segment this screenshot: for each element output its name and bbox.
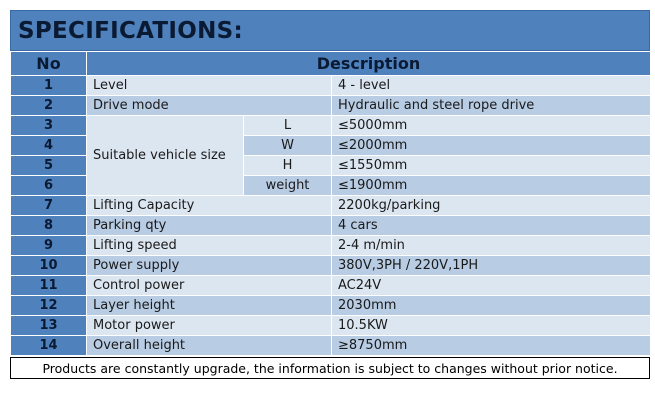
spec-item: Parking qty: [87, 216, 332, 236]
disclaimer-notice: [10, 357, 650, 379]
table-row: [11, 216, 651, 236]
row-number: 10: [11, 256, 87, 276]
table-row: [11, 236, 651, 256]
row-number: 7: [11, 196, 87, 216]
table-row: [11, 96, 651, 116]
disclaimer-text: Products are constantly upgrade, the information is subject to changes without prior notice.: [42, 360, 618, 376]
title-bar: [10, 10, 650, 51]
spec-item: Level: [87, 76, 332, 96]
spec-item: Layer height: [87, 296, 332, 316]
spec-value: 4 cars: [332, 216, 651, 236]
table-row: [11, 76, 651, 96]
spec-subitem: W: [244, 136, 332, 156]
header-no: No: [11, 52, 87, 76]
spec-item: Lifting speed: [87, 236, 332, 256]
spec-item-merged: Suitable vehicle size: [87, 116, 244, 196]
spec-value: 380V,3PH / 220V,1PH: [332, 256, 651, 276]
spec-item: Control power: [87, 276, 332, 296]
page-title: SPECIFICATIONS:: [18, 17, 244, 44]
spec-item: Motor power: [87, 316, 332, 336]
table-row: [11, 196, 651, 216]
spec-item: Overall height: [87, 336, 332, 356]
spec-value: 4 - level: [332, 76, 651, 96]
table-row: [11, 256, 651, 276]
row-number: 12: [11, 296, 87, 316]
spec-value: 10.5KW: [332, 316, 651, 336]
spec-value: 2030mm: [332, 296, 651, 316]
row-number: 14: [11, 336, 87, 356]
row-number: 4: [11, 136, 87, 156]
spec-value: ≥8750mm: [332, 336, 651, 356]
header-description: Description: [87, 52, 651, 76]
spec-item: Lifting Capacity: [87, 196, 332, 216]
table-row: [11, 276, 651, 296]
row-number: 3: [11, 116, 87, 136]
spec-sheet: [10, 10, 650, 379]
row-number: 13: [11, 316, 87, 336]
table-header-row: [11, 52, 651, 76]
spec-value: ≤1550mm: [332, 156, 651, 176]
spec-value: AC24V: [332, 276, 651, 296]
table-row: [11, 316, 651, 336]
spec-subitem: L: [244, 116, 332, 136]
spec-value: 2200kg/parking: [332, 196, 651, 216]
spec-subitem: weight: [244, 176, 332, 196]
row-number: 11: [11, 276, 87, 296]
row-number: 1: [11, 76, 87, 96]
row-number: 2: [11, 96, 87, 116]
row-number: 8: [11, 216, 87, 236]
spec-value: 2-4 m/min: [332, 236, 651, 256]
spec-item: Power supply: [87, 256, 332, 276]
spec-table: [10, 51, 651, 356]
spec-value: ≤2000mm: [332, 136, 651, 156]
row-number: 5: [11, 156, 87, 176]
table-row: [11, 296, 651, 316]
row-number: 9: [11, 236, 87, 256]
spec-value: ≤5000mm: [332, 116, 651, 136]
table-row: [11, 116, 651, 136]
spec-subitem: H: [244, 156, 332, 176]
spec-value: Hydraulic and steel rope drive: [332, 96, 651, 116]
row-number: 6: [11, 176, 87, 196]
table-row: [11, 336, 651, 356]
spec-item: Drive mode: [87, 96, 332, 116]
spec-value: ≤1900mm: [332, 176, 651, 196]
